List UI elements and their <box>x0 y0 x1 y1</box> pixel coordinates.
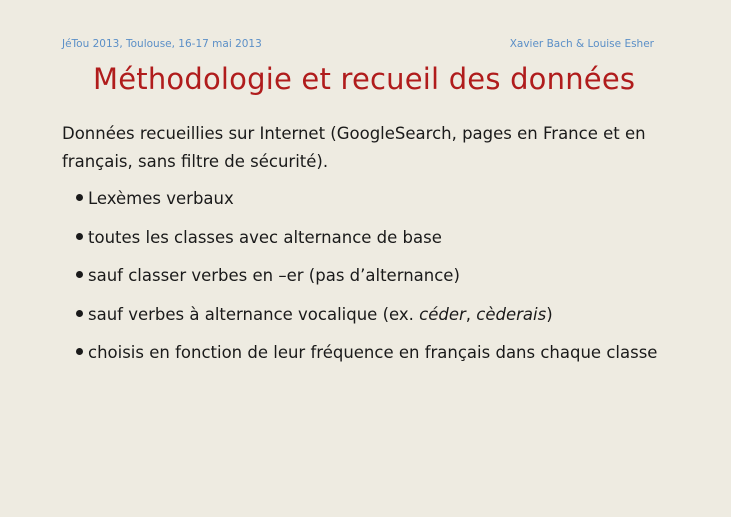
bullet-text-prefix: sauf verbes à alternance vocalique (ex. <box>88 304 420 324</box>
bullet-item <box>76 264 657 303</box>
header-event-info: JéTou 2013, Toulouse, 16-17 mai 2013 <box>62 38 262 50</box>
bullet-item <box>76 187 657 226</box>
example-word-1: céder <box>419 304 466 324</box>
bullet-text: Lexèmes verbaux <box>88 189 234 208</box>
bullet-icon <box>76 348 83 355</box>
example-word-2: cèderais <box>476 304 547 324</box>
header-authors: Xavier Bach & Louise Esher <box>509 38 654 50</box>
bullet-icon <box>76 233 83 240</box>
bullet-text: sauf classer verbes en –er (pas d’alternance) <box>88 266 460 285</box>
bullet-text: toutes les classes avec alternance de base <box>88 227 442 247</box>
intro-paragraph: Données recueillies sur Internet (GoogleSearch, pages en France et en français, sans filtre de sécurité). <box>62 124 646 171</box>
example-separator: , <box>465 304 477 324</box>
bullet-text-suffix: ) <box>546 304 553 324</box>
bullet-icon <box>76 271 83 278</box>
bullet-item <box>76 341 657 380</box>
bullet-icon <box>76 310 83 317</box>
bullet-text: choisis en fonction de leur fréquence en français dans chaque classe <box>88 343 658 362</box>
bullet-icon <box>76 194 83 201</box>
bullet-item <box>76 303 657 342</box>
slide-title: Méthodologie et recueil des données <box>93 62 636 96</box>
bullet-list <box>76 187 657 380</box>
bullet-item <box>76 226 657 265</box>
